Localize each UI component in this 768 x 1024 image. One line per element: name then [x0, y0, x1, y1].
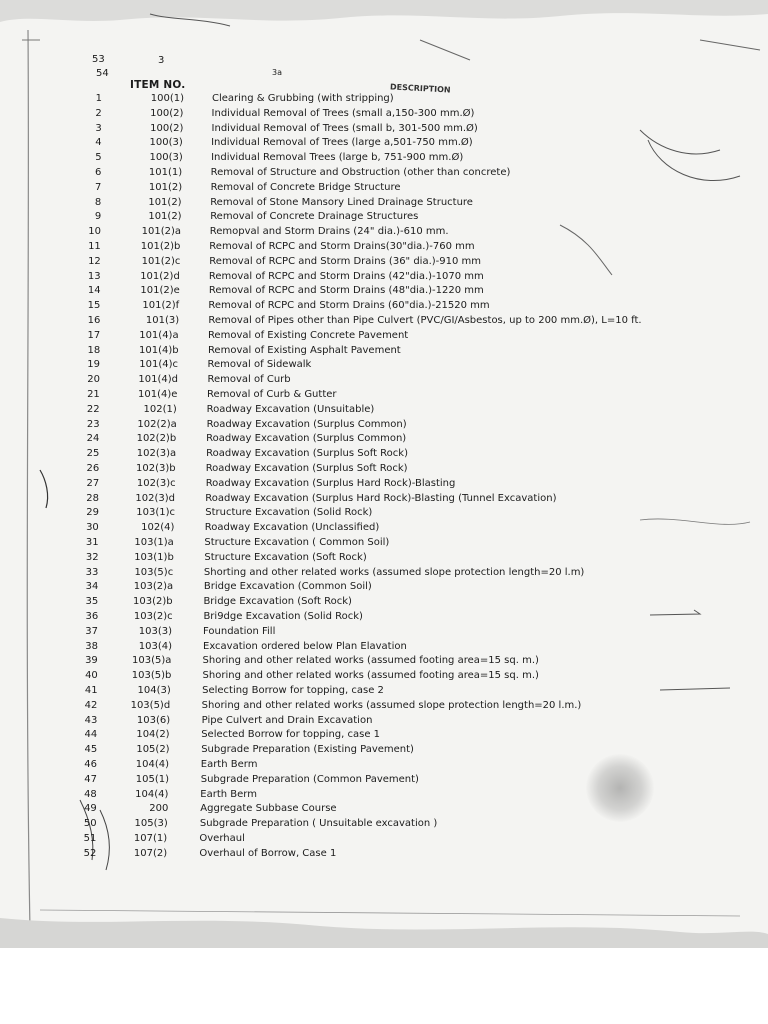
- item-number: 100(2): [150, 107, 184, 119]
- row-number: 37: [85, 625, 98, 637]
- table-row: [0, 625, 768, 638]
- table-row: [0, 373, 768, 386]
- top-number-53: 53: [92, 54, 105, 65]
- table-row: [0, 580, 768, 593]
- row-number: 48: [84, 788, 97, 800]
- row-number: 22: [86, 403, 100, 415]
- item-number: 101(1): [148, 167, 183, 178]
- item-description: Removal of Concrete Bridge Structure: [210, 181, 401, 193]
- item-description: Removal of Concrete Drainage Structures: [210, 211, 419, 223]
- item-description: Roadway Excavation (Surplus Soft Rock): [206, 448, 408, 460]
- row-number: 6: [95, 167, 102, 178]
- item-description: Subgrade Preparation (Existing Pavement): [201, 744, 414, 756]
- table-row: [0, 344, 768, 357]
- item-description: Bridge Excavation (Soft Rock): [203, 596, 352, 608]
- item-description: Roadway Excavation (Surplus Hard Rock)-Blasting: [205, 477, 456, 489]
- item-number: 103(1)b: [134, 551, 174, 563]
- item-number: 103(5)c: [134, 566, 174, 578]
- item-number: 103(1)a: [134, 537, 174, 548]
- row-number: 30: [86, 522, 99, 534]
- item-description: Removal of Curb: [207, 374, 291, 386]
- table-row: [0, 166, 768, 179]
- table-row: [0, 151, 768, 164]
- table-row: [0, 477, 768, 490]
- row-number: 51: [83, 833, 97, 844]
- item-number: 104(4): [135, 788, 169, 800]
- row-number: 25: [86, 448, 100, 460]
- row-number: 50: [83, 818, 97, 830]
- item-number: 103(2)c: [133, 611, 173, 622]
- table-row: [0, 802, 768, 815]
- top-number-54: 54: [96, 68, 109, 79]
- description-header: DESCRIPTION: [389, 82, 451, 95]
- item-number: 102(3)c: [136, 477, 176, 489]
- item-number: 102(3)b: [135, 463, 176, 474]
- item-description: Roadway Excavation (Surplus Soft Rock): [205, 463, 408, 474]
- item-number: 103(6): [136, 714, 171, 726]
- table-row: [0, 551, 768, 564]
- row-number: 11: [88, 241, 101, 252]
- item-description: Roadway Excavation (Surplus Common): [206, 433, 407, 445]
- table-row: [0, 817, 768, 830]
- item-description: Removal of Sidewalk: [207, 359, 312, 371]
- item-number: 103(3): [138, 625, 172, 637]
- item-description: Removal of RCPC and Storm Drains (48"dia.)-1220 mm: [208, 285, 484, 297]
- table-row: [0, 640, 768, 653]
- item-number: 104(2): [136, 729, 170, 741]
- item-number: 101(4)b: [138, 344, 179, 356]
- row-number: 17: [87, 329, 101, 341]
- row-number: 35: [85, 596, 99, 608]
- row-number: 2: [95, 107, 102, 119]
- row-number: 28: [86, 492, 99, 504]
- row-number: 15: [87, 300, 101, 312]
- table-row: [0, 654, 768, 667]
- item-number: 103(1)c: [136, 507, 175, 519]
- item-description: Roadway Excavation (Unclassified): [204, 522, 380, 534]
- item-description: Remopval and Storm Drains (24" dia.)-610 mm.: [209, 226, 449, 238]
- table-row: [0, 284, 768, 297]
- item-description: Clearing & Grubbing (with stripping): [212, 93, 394, 104]
- row-number: 13: [87, 270, 101, 282]
- row-number: 31: [85, 537, 99, 548]
- row-number: 12: [88, 255, 101, 267]
- item-no-header: ITEM NO.: [130, 79, 186, 91]
- item-description: Individual Removal of Trees (small b, 301-500 mm.Ø): [211, 122, 478, 134]
- row-number: 18: [87, 344, 101, 356]
- item-number: 107(1): [133, 833, 168, 844]
- item-description: Removal of RCPC and Storm Drains(30"dia.)-760 mm: [209, 241, 475, 252]
- ink-smudge: [586, 754, 654, 822]
- row-number: 45: [84, 744, 98, 756]
- item-number: 101(2): [148, 196, 182, 208]
- item-number: 102(3)a: [136, 448, 177, 460]
- row-number: 40: [85, 670, 98, 682]
- row-number: 9: [94, 211, 102, 223]
- row-number: 26: [86, 463, 100, 474]
- row-number: 49: [84, 803, 97, 815]
- row-number: 19: [87, 359, 100, 371]
- table-row: [0, 122, 768, 135]
- row-number: 23: [86, 418, 100, 430]
- table-row: [0, 388, 768, 401]
- table-row: [0, 536, 768, 549]
- top-mark-3: 3: [158, 55, 165, 66]
- row-number: 41: [84, 685, 98, 696]
- table-row: [0, 714, 768, 727]
- item-number: 102(2)a: [137, 418, 177, 430]
- item-description: Selected Borrow for topping, case 1: [201, 729, 381, 741]
- row-number: 34: [85, 581, 99, 593]
- item-description: Individual Removal of Trees (large a,501-750 mm.Ø): [211, 137, 473, 149]
- row-number: 14: [87, 285, 101, 297]
- item-number: 101(2)d: [140, 270, 180, 282]
- row-number: 20: [87, 374, 100, 386]
- item-number: 103(2)a: [133, 581, 174, 593]
- table-row: [0, 566, 768, 579]
- item-description: Structure Excavation (Solid Rock): [205, 507, 373, 519]
- table-row: [0, 447, 768, 460]
- item-description: Structure Excavation (Soft Rock): [204, 551, 367, 563]
- table-row: [0, 240, 768, 253]
- table-row: [0, 299, 768, 312]
- row-number: 21: [87, 389, 100, 400]
- table-row: [0, 403, 768, 416]
- table-row: [0, 832, 768, 845]
- item-description: Shoring and other related works (assumed footing area=15 sq. m.): [202, 655, 539, 667]
- item-number: 102(1): [143, 403, 177, 415]
- row-number: 1: [95, 93, 102, 104]
- row-number: 24: [86, 433, 100, 445]
- item-number: 103(2)b: [132, 596, 173, 608]
- item-description: Shoring and other related works (assumed footing area=15 sq. m.): [202, 670, 539, 682]
- item-number: 107(2): [133, 847, 168, 859]
- item-number: 100(3): [149, 152, 183, 164]
- item-number: 101(2)b: [140, 241, 181, 252]
- item-description: Removal of Pipes other than Pipe Culvert (PVC/GI/Asbestos, up to 200 mm.Ø), L=10 ft.: [208, 315, 642, 326]
- table-row: [0, 181, 768, 194]
- item-description: Removal of RCPC and Storm Drains (36" dia.)-910 mm: [209, 255, 482, 267]
- item-description: Removal of RCPC and Storm Drains (42"dia.)-1070 mm: [208, 270, 484, 282]
- item-number: 104(3): [137, 685, 171, 696]
- item-description: Selecting Borrow for topping, case 2: [202, 685, 384, 696]
- row-number: 16: [87, 315, 101, 326]
- row-number: 42: [84, 699, 98, 711]
- table-row: [0, 92, 768, 105]
- table-row: [0, 270, 768, 283]
- top-mark-3a: 3a: [272, 68, 282, 77]
- item-description: Pipe Culvert and Drain Excavation: [201, 714, 373, 726]
- item-number: 101(4)a: [139, 329, 179, 341]
- item-description: Shoring and other related works (assumed slope protection length=20 l.m.): [201, 699, 582, 711]
- item-number: 103(4): [138, 640, 172, 652]
- table-row: [0, 358, 768, 371]
- item-description: Structure Excavation ( Common Soil): [204, 537, 390, 548]
- item-description: Aggregate Subbase Course: [200, 803, 337, 815]
- item-description: Removal of Existing Asphalt Pavement: [207, 344, 401, 356]
- table-row: [0, 758, 768, 771]
- row-number: 10: [88, 226, 101, 238]
- item-description: Individual Removal of Trees (small a,150-300 mm.Ø): [211, 107, 475, 119]
- table-row: [0, 255, 768, 268]
- item-description: Removal of RCPC and Storm Drains (60"dia.)-21520 mm: [208, 300, 490, 312]
- item-number: 101(4)c: [139, 359, 178, 371]
- row-number: 7: [95, 181, 102, 193]
- table-row: [0, 521, 768, 534]
- item-description: Roadway Excavation (Surplus Hard Rock)-Blasting (Tunnel Excavation): [205, 492, 557, 504]
- item-description: Bridge Excavation (Common Soil): [203, 581, 372, 593]
- item-number: 100(1): [150, 93, 184, 104]
- item-number: 103(5)b: [131, 670, 172, 682]
- item-number: 101(2)e: [140, 285, 180, 297]
- table-row: [0, 462, 768, 475]
- row-number: 8: [94, 196, 102, 208]
- row-number: 3: [95, 122, 102, 134]
- table-row: [0, 728, 768, 741]
- item-description: Excavation ordered below Plan Elavation: [203, 640, 407, 652]
- table-row: [0, 506, 768, 519]
- item-description: Earth Berm: [200, 788, 257, 800]
- row-number: 36: [85, 611, 99, 622]
- row-number: 5: [95, 152, 102, 164]
- item-description: Earth Berm: [200, 759, 258, 770]
- item-number: 200: [149, 803, 169, 815]
- table-row: [0, 314, 768, 327]
- item-number: 102(2)b: [136, 433, 177, 445]
- item-description: Foundation Fill: [203, 625, 276, 637]
- item-description: Roadway Excavation (Surplus Common): [206, 418, 407, 430]
- item-number: 101(3): [145, 315, 180, 326]
- item-number: 101(2): [148, 181, 183, 193]
- row-number: 33: [85, 566, 99, 578]
- item-description: Removal of Existing Concrete Pavement: [207, 329, 409, 341]
- table-row: [0, 196, 768, 209]
- table-row: [0, 136, 768, 149]
- table-row: [0, 610, 768, 623]
- table-row: [0, 847, 768, 860]
- table-row: [0, 432, 768, 445]
- item-number: 103(5)a: [132, 655, 172, 667]
- table-row: [0, 107, 768, 120]
- table-row: [0, 743, 768, 756]
- item-number: 102(4): [141, 522, 175, 534]
- row-number: 43: [84, 714, 98, 726]
- row-number: 29: [86, 507, 99, 519]
- item-description: Subgrade Preparation ( Unsuitable excavation ): [199, 818, 438, 830]
- item-number: 101(2): [148, 211, 182, 223]
- table-row: [0, 669, 768, 682]
- table-row: [0, 225, 768, 238]
- row-number: 47: [84, 773, 97, 785]
- item-number: 101(2)a: [141, 226, 181, 238]
- item-description: Removal of Curb & Gutter: [207, 389, 337, 400]
- item-number: 101(4)d: [138, 374, 178, 386]
- row-number: 38: [85, 640, 98, 652]
- item-number: 105(3): [134, 818, 168, 830]
- item-description: Roadway Excavation (Unsuitable): [206, 403, 375, 415]
- item-description: Individual Removal Trees (large b, 751-900 mm.Ø): [211, 152, 464, 164]
- row-number: 39: [85, 655, 98, 667]
- item-number: 100(3): [149, 137, 183, 149]
- row-number: 4: [95, 137, 102, 149]
- table-row: [0, 210, 768, 223]
- table-row: [0, 684, 768, 697]
- table-row: [0, 492, 768, 505]
- row-number: 52: [83, 847, 97, 859]
- row-number: 27: [86, 477, 100, 489]
- item-number: 100(2): [150, 122, 184, 134]
- table-row: [0, 329, 768, 342]
- row-number: 32: [85, 551, 99, 563]
- table-row: [0, 418, 768, 431]
- item-number: 105(1): [135, 773, 169, 785]
- item-number: 101(4)e: [137, 389, 178, 400]
- item-number: 104(4): [135, 759, 169, 770]
- item-description: Subgrade Preparation (Common Pavement): [200, 773, 419, 785]
- item-description: Shorting and other related works (assumed slope protection length=20 l.m): [203, 566, 585, 578]
- row-number: 44: [84, 729, 98, 741]
- item-description: Removal of Stone Mansory Lined Drainage Structure: [210, 196, 473, 208]
- item-description: Overhaul: [199, 833, 245, 844]
- row-number: 46: [84, 759, 97, 770]
- item-number: 102(3)d: [135, 492, 175, 504]
- table-row: [0, 699, 768, 712]
- item-description: Bri9dge Excavation (Solid Rock): [203, 611, 363, 622]
- item-number: 101(2)f: [142, 300, 180, 312]
- item-number: 103(5)d: [130, 699, 171, 711]
- item-description: Removal of Structure and Obstruction (other than concrete): [210, 167, 511, 178]
- item-number: 105(2): [136, 744, 170, 756]
- table-row: [0, 595, 768, 608]
- item-number: 101(2)c: [141, 255, 181, 267]
- item-description: Overhaul of Borrow, Case 1: [199, 847, 337, 859]
